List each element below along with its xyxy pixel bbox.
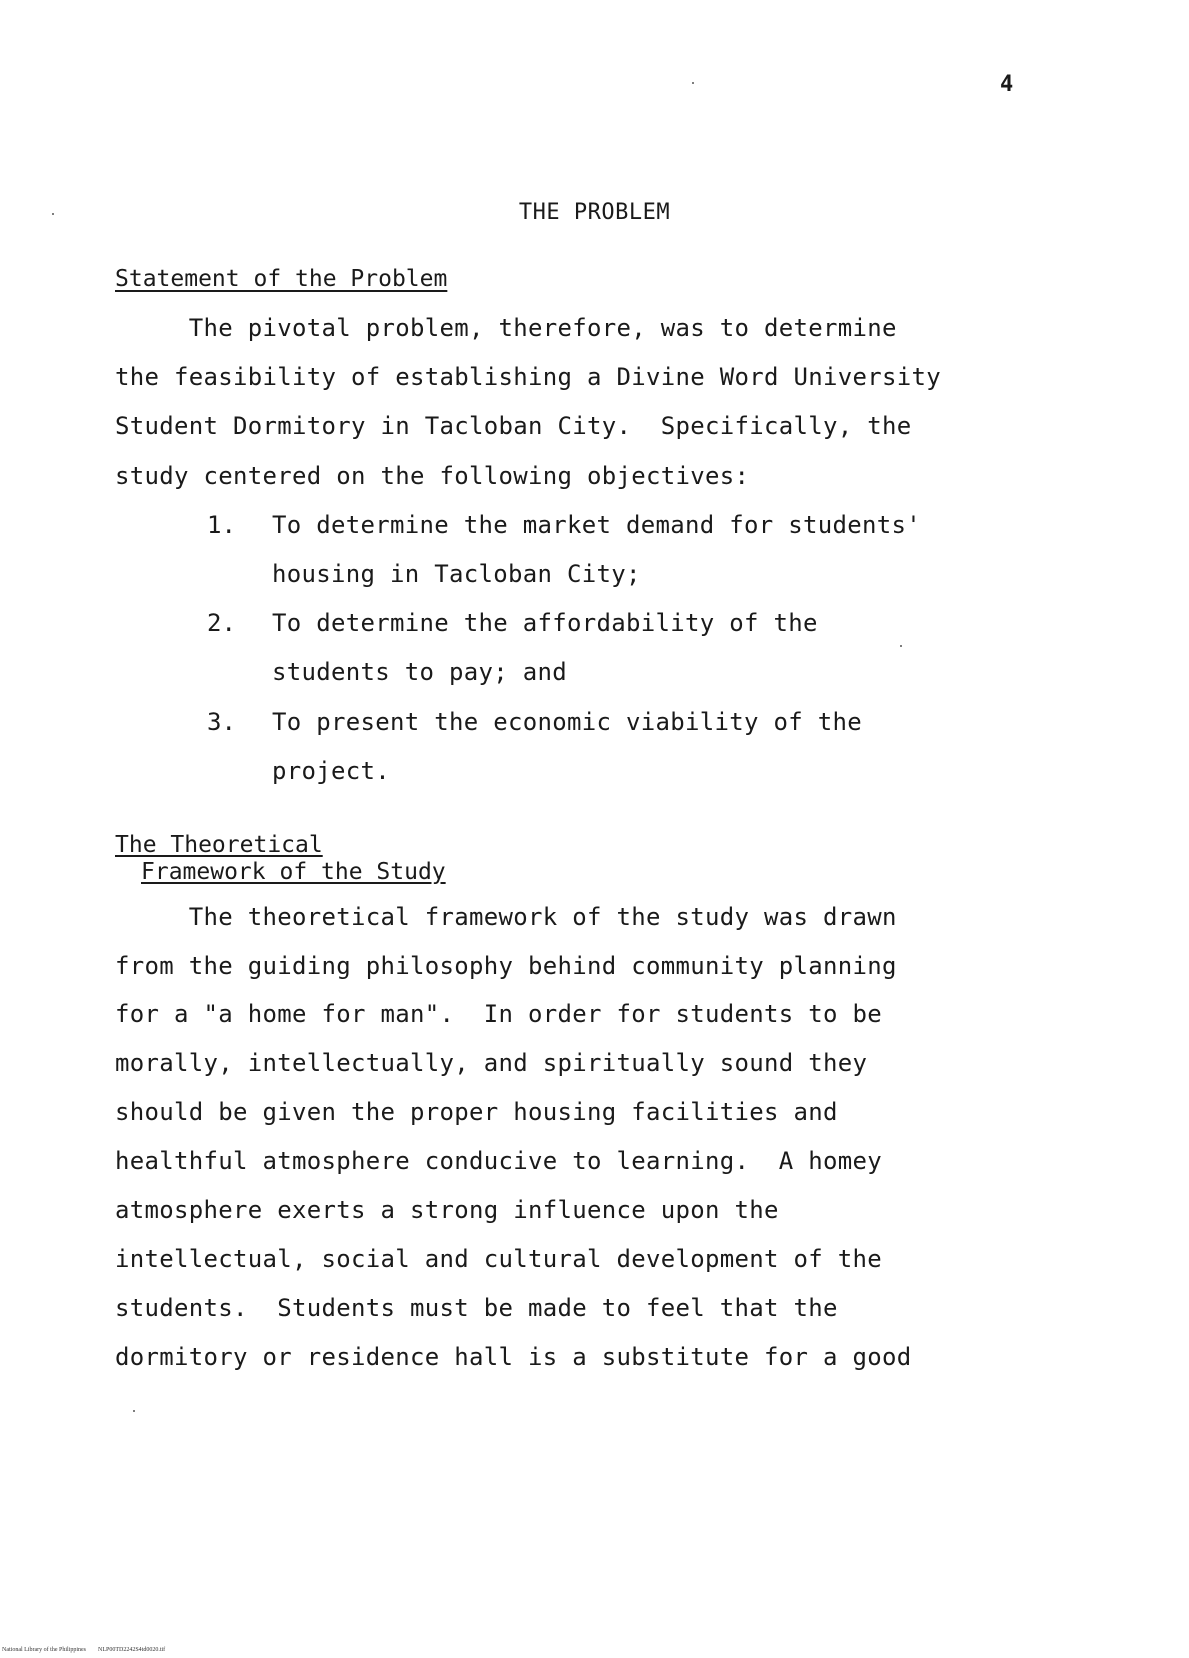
section-heading-framework: [115, 832, 446, 886]
objective-text: students to pay; and: [272, 658, 567, 686]
objective-text: To present the economic viability of the: [272, 708, 862, 736]
objective-text: To determine the market demand for students': [272, 511, 921, 539]
chapter-title: THE PROBLEM: [518, 200, 671, 225]
objective-text: housing in Tacloban City;: [272, 560, 641, 588]
scan-speck: [133, 1410, 135, 1412]
paragraph-line: The pivotal problem, therefore, was to determine: [115, 314, 897, 342]
paragraph-line: intellectual, social and cultural development of the: [115, 1245, 882, 1273]
footer-library-name: National Library of the Philippines: [2, 1647, 86, 1653]
scan-speck: [900, 645, 902, 647]
paragraph-line: from the guiding philosophy behind community planning: [115, 952, 897, 980]
objective-text: To determine the affordability of the: [272, 609, 818, 637]
paragraph-line: for a "a home for man". In order for students to be: [115, 1000, 882, 1028]
section-heading-line: The Theoretical: [115, 832, 323, 858]
paragraph-line: The theoretical framework of the study was drawn: [115, 903, 897, 931]
footer-file-name: NLP00TD2242S4td0020.tif: [97, 1647, 166, 1653]
paragraph-line: morally, intellectually, and spiritually sound they: [115, 1049, 868, 1077]
paragraph-line: should be given the proper housing facilities and: [115, 1098, 838, 1126]
objective-text: project.: [272, 757, 390, 785]
objective-number: 3.: [207, 708, 236, 736]
footer-library: [2, 1647, 165, 1653]
paragraph-line: students. Students must be made to feel that the: [115, 1294, 838, 1322]
paragraph-line: atmosphere exerts a strong influence upon the: [115, 1196, 779, 1224]
scan-speck: [692, 82, 694, 84]
paragraph-line: the feasibility of establishing a Divine Word University: [115, 363, 941, 391]
scan-speck: [52, 213, 54, 215]
paragraph-line: study centered on the following objectives:: [115, 462, 750, 490]
objective-number: 1.: [207, 511, 236, 539]
paragraph-line: Student Dormitory in Tacloban City. Specifically, the: [115, 412, 912, 440]
section-heading-line: Framework of the Study: [141, 859, 446, 885]
section-heading-statement: Statement of the Problem: [115, 266, 448, 292]
page-number: 4: [1000, 72, 1014, 97]
paragraph-line: healthful atmosphere conducive to learning. A homey: [115, 1147, 882, 1175]
paragraph-line: dormitory or residence hall is a substitute for a good: [115, 1343, 912, 1371]
objective-number: 2.: [207, 609, 236, 637]
